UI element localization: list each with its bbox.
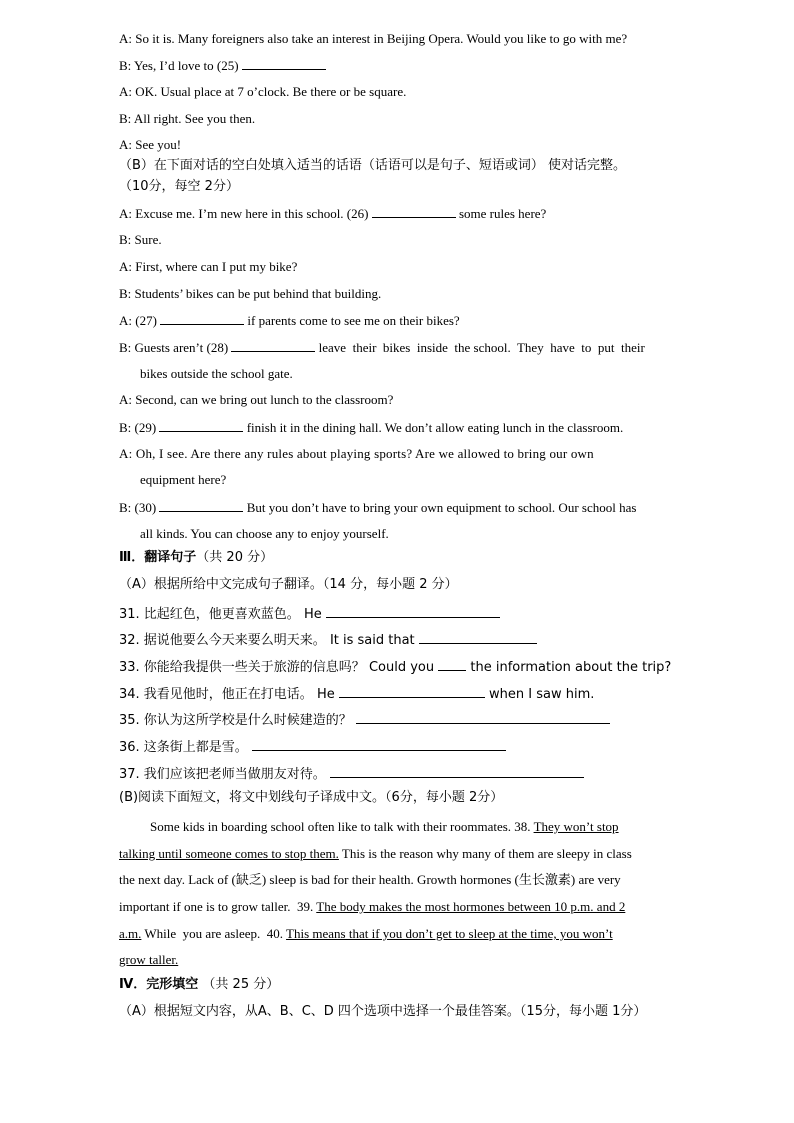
dialogue-line: B: All right. See you then. — [119, 111, 256, 126]
question-33: 33. 你能给我提供一些关于旅游的信息吗？ Could you the information about the trip? — [119, 660, 672, 675]
question-31: 31. 比起红色，他更喜欢蓝色。 He — [119, 605, 676, 623]
question-37: 37. 我们应该把老师当做朋友对待。 — [119, 765, 676, 783]
passage-line: a.m. While you are asleep. 40. This means that if you don’t get to sleep at the time, you won’t — [119, 926, 613, 941]
dialogue-line: all kinds. You can choose any to enjoy yourself. — [140, 526, 389, 541]
passage-line: talking until someone comes to stop them. This is the reason why many of them are sleepy in class — [119, 846, 632, 861]
answer-blank-31[interactable] — [326, 605, 500, 618]
passage-line: the next day. Lack of (缺乏) sleep is bad for their health. Growth hormones (生长激素) are very — [119, 872, 621, 887]
answer-blank-30[interactable] — [159, 499, 243, 512]
answer-blank-33[interactable] — [438, 658, 466, 671]
answer-blank-28[interactable] — [231, 339, 315, 352]
section-3b-instruction: (B)阅读下面短文，将文中划线句子译成中文。（6分，每小题 2分） — [119, 790, 504, 805]
answer-blank-27[interactable] — [160, 312, 244, 325]
dialogue-line: A: Second, can we bring out lunch to the classroom? — [119, 392, 394, 407]
dialogue-line: A: OK. Usual place at 7 o’clock. Be there or be square. — [119, 84, 407, 99]
dialogue-line: B: Sure. — [119, 232, 162, 247]
passage-line: important if one is to grow taller. 39. The body makes the most hormones between 10 p.m. and 2 — [119, 899, 626, 914]
dialogue-line: B: (30) But you don’t have to bring your own equipment to school. Our school has — [119, 500, 637, 515]
dialogue-line: A: Oh, I see. Are there any rules about playing sports? Are we allowed to bring our own — [119, 446, 594, 461]
section-4a-instruction: （A）根据短文内容，从A、B、C、D 四个选项中选择一个最佳答案。（15分，每小题 1分） — [119, 1004, 647, 1019]
answer-blank-25[interactable] — [242, 57, 326, 70]
question-36: 36. 这条街上都是雪。 — [119, 738, 676, 756]
question-32: 32. 据说他要么今天来要么明天来。 It is said that — [119, 631, 676, 649]
answer-blank-26[interactable] — [372, 205, 456, 218]
section-3-heading: Ⅲ．翻译句子（共 20 分） — [119, 550, 274, 565]
dialogue-line: B: (29) finish it in the dining hall. We don’t allow eating lunch in the classroom. — [119, 420, 624, 435]
question-34: 34. 我看见他时，他正在打电话。 He when I saw him. — [119, 687, 595, 702]
dialogue-line: equipment here? — [140, 472, 227, 487]
section-b-instruction: （B）在下面对话的空白处填入适当的话语（话语可以是句子、短语或词） 使对话完整。 — [119, 158, 627, 173]
section-b-score: （10分，每空 2分） — [119, 179, 239, 194]
answer-blank-37[interactable] — [330, 765, 584, 778]
dialogue-line: B: Guests aren’t (28) leave their bikes inside the school. They have to put their — [119, 340, 645, 355]
section-4-heading: Ⅳ．完形填空 （共 25 分） — [119, 977, 280, 992]
dialogue-line: A: So it is. Many foreigners also take an interest in Beijing Opera. Would you like to go with me? — [119, 31, 628, 46]
dialogue-line: B: Yes, I’d love to (25) — [119, 57, 676, 74]
passage-line: grow taller. — [119, 952, 179, 967]
answer-blank-32[interactable] — [419, 631, 537, 644]
answer-blank-34[interactable] — [339, 685, 485, 698]
answer-blank-36[interactable] — [252, 738, 506, 751]
dialogue-line: A: Excuse me. I’m new here in this school. (26) some rules here? — [119, 206, 547, 221]
answer-blank-35[interactable] — [356, 711, 610, 724]
section-3a-instruction: （A）根据所给中文完成句子翻译。（14 分，每小题 2 分） — [119, 577, 458, 592]
dialogue-line: A: See you! — [119, 137, 182, 152]
dialogue-line: A: (27) if parents come to see me on their bikes? — [119, 313, 460, 328]
answer-blank-29[interactable] — [159, 419, 243, 432]
passage-line: Some kids in boarding school often like to talk with their roommates. 38. They won’t stop — [150, 819, 619, 834]
question-35: 35. 你认为这所学校是什么时候建造的？ — [119, 711, 676, 729]
dialogue-line: bikes outside the school gate. — [140, 366, 293, 381]
dialogue-line: B: Students’ bikes can be put behind that building. — [119, 286, 382, 301]
dialogue-line: A: First, where can I put my bike? — [119, 259, 298, 274]
